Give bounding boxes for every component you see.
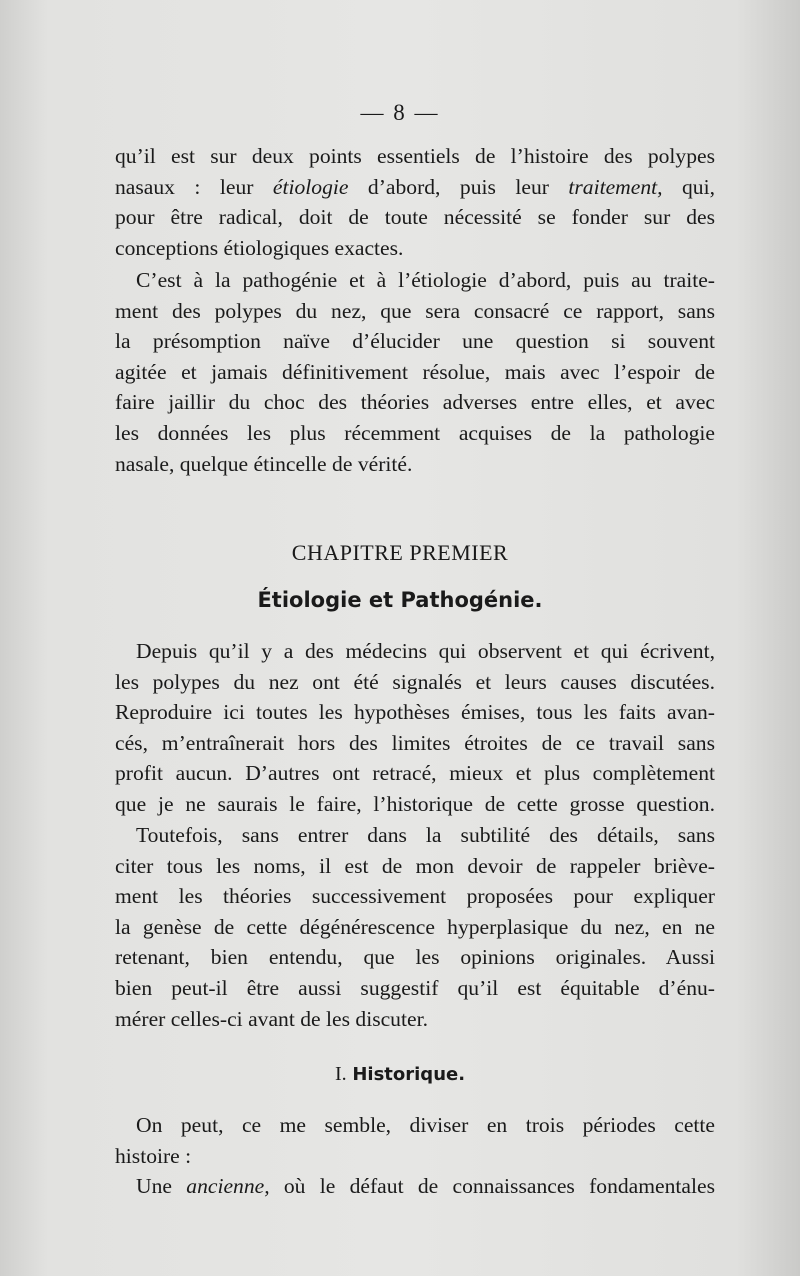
para4-line-2: citer tous les noms, il est de mon devoir de rappeler briève-	[115, 853, 715, 878]
intro-line-1: qu’il est sur deux points essentiels de l’histoire des polypes	[115, 144, 715, 168]
para2-line-7: nasale, quelque étincelle de vérité.	[115, 451, 413, 476]
section-number: I.	[334, 1063, 347, 1085]
para3-line-3: Reproduire ici toutes les hypothèses émises, tous les faits avan-	[115, 700, 715, 725]
paragraph-toutefois	[115, 820, 715, 1034]
para4-line-4: la genèse de cette dégénérescence hyperplasique du nez, en ne	[115, 914, 715, 939]
intro-line-4: conceptions étiologiques exactes.	[115, 235, 404, 260]
chapter-subtitle: Étiologie et Pathogénie.	[257, 588, 543, 612]
para3-line-2: les polypes du nez ont été signalés et leurs causes discutées.	[115, 669, 715, 694]
intro-line-2: nasaux : leur étiologie d’abord, puis leur traitement, qui,	[115, 174, 716, 199]
para4-line-6: bien peut-il être aussi suggestif qu’il est équitable d’énu-	[115, 975, 715, 1000]
intro-paragraph	[115, 141, 715, 263]
para2-line-4: agitée et jamais définitivement résolue, mais avec l’espoir de	[115, 359, 715, 384]
etiologie-emphasis: étiologie	[272, 174, 349, 199]
paragraph-pathogenie	[115, 265, 715, 479]
para5-line-1: On peut, ce me semble, diviser en trois périodes cette	[136, 1113, 715, 1137]
para4-line-5: retenant, bien entendu, que les opinions originales. Aussi	[115, 945, 715, 970]
para2-line-3: la présomption naïve d’élucider une question si souvent	[115, 329, 715, 354]
paragraph-on-peut	[115, 1110, 715, 1171]
para6-line-1: Une ancienne, où le défaut de connaissances fondamentales	[136, 1174, 716, 1198]
para2-line-1: C’est à la pathogénie et à l’étiologie d’abord, puis au traite-	[136, 268, 715, 292]
para2-line-6: les données les plus récemment acquises de la pathologie	[115, 420, 715, 445]
para2-line-2: ment des polypes du nez, que sera consacré ce rapport, sans	[115, 298, 715, 323]
para4-line-3: ment les théories successivement proposées pour expliquer	[115, 884, 715, 909]
intro-line-3: pour être radical, doit de toute nécessité se fonder sur des	[115, 205, 715, 230]
traitement-emphasis: traitement,	[568, 174, 663, 199]
paragraph-une-ancienne	[115, 1171, 715, 1202]
paragraph-depuis	[115, 636, 715, 820]
para3-line-1: Depuis qu’il y a des médecins qui observent et qui écrivent,	[136, 639, 715, 663]
ancienne-emphasis: ancienne,	[186, 1174, 270, 1198]
para3-line-5: profit aucun. D’autres ont retracé, mieux et plus complètement	[115, 761, 715, 786]
section-heading	[0, 1063, 800, 1086]
para3-line-6: que je ne saurais le faire, l’historique de cette grosse question.	[115, 791, 715, 816]
para3-line-4: cés, m’entraînerait hors des limites étroites de ce travail sans	[115, 730, 715, 755]
para5-line-2: histoire :	[115, 1143, 192, 1168]
para2-line-5: faire jaillir du choc des théories adverses entre elles, et avec	[115, 390, 715, 415]
page-number: — 8 —	[360, 100, 440, 125]
para4-line-1: Toutefois, sans entrer dans la subtilité des détails, sans	[136, 823, 715, 847]
para4-line-7: mérer celles-ci avant de les discuter.	[115, 1006, 428, 1031]
section-title: Historique.	[352, 1064, 466, 1085]
chapter-heading: CHAPITRE PREMIER	[291, 540, 509, 565]
